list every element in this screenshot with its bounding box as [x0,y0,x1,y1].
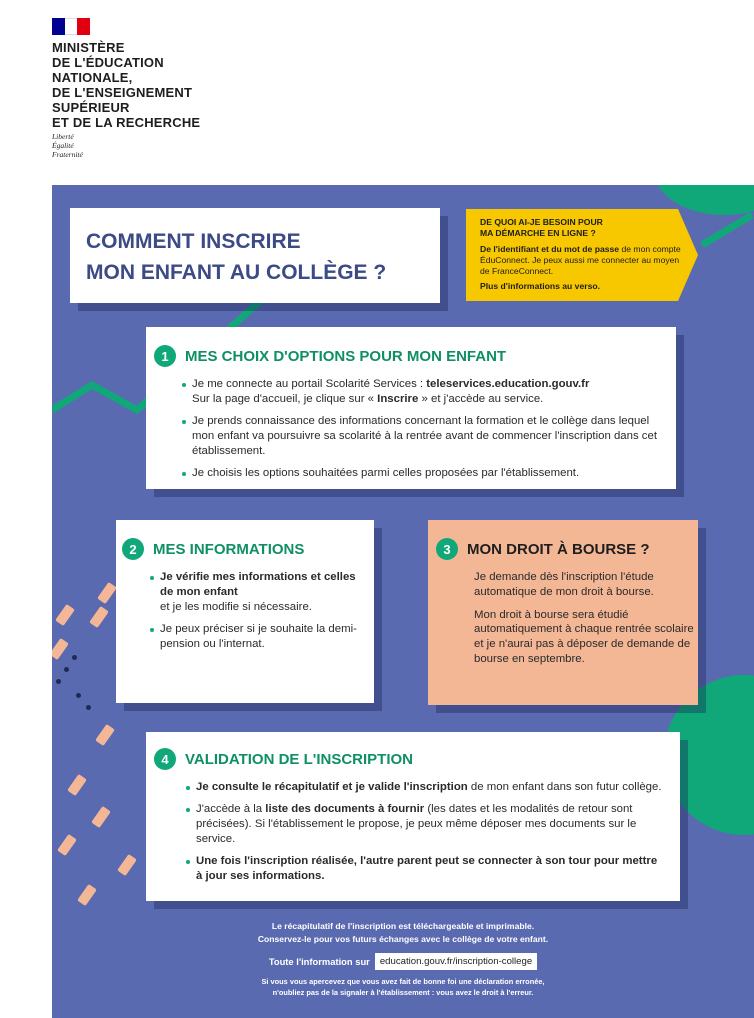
callout-heading: DE QUOI AI-JE BESOIN POUR [480,217,603,227]
list-item [186,780,666,795]
poster [52,185,754,1018]
callout-body-bold: De l'identifiant et du mot de passe [480,243,620,254]
step-number-badge: 4 [154,748,176,770]
section-scholarship [428,520,698,705]
title-card [70,208,440,303]
item-text-bold: Je vérifie mes informations et celles de mon enfant [160,571,356,598]
item-text-bold: Je consulte le récapitulatif et je valide l'inscription [196,781,468,793]
item-text-bold: Inscrire [377,393,419,405]
footer-line: Le récapitulatif de l'inscription est téléchargeable et imprimable. [271,921,535,931]
section-heading [154,345,676,367]
section-heading [122,538,374,560]
decorative-dot [76,693,81,698]
list-item [182,377,662,407]
section-title: VALIDATION DE L'INSCRIPTION [185,750,414,768]
footer-note: Si vous vous apercevez que vous avez fait de bonne foi une déclaration erronée, [261,977,545,986]
decorative-dot [72,655,77,660]
section-heading [154,748,680,770]
item-text: Je me connecte au portail Scolarité Services : [192,378,427,390]
list-item: Je choisis les options souhaitées parmi celles proposées par l'établissement. [182,466,662,481]
ministry-name [52,40,200,130]
section-heading [436,538,698,560]
motto-line: Fraternité [52,150,83,159]
decorative-dot [64,667,69,672]
ministry-line: NATIONALE, [52,70,133,85]
info-website-link[interactable]: education.gouv.fr/inscription-college [375,953,537,970]
footer-line: Conservez-le pour vos futurs échanges avec le collège de votre enfant. [257,933,549,944]
ministry-line: DE L'ENSEIGNEMENT [52,85,193,100]
motto-line: Liberté [52,132,74,141]
section-title: MON DROIT À BOURSE ? [467,540,650,558]
section-title: MES INFORMATIONS [153,540,305,558]
motto-line: Égalité [52,141,74,150]
footer [52,920,754,998]
item-text: Sur la page d'accueil, je clique sur « [192,393,378,405]
section-information [116,520,374,703]
list-item [150,570,360,615]
ministry-line: SUPÉRIEUR [52,100,130,115]
list-item [186,802,666,847]
step-number-badge: 1 [154,345,176,367]
paragraph: Je demande dès l'inscription l'étude automatique de mon droit à bourse. [474,571,654,598]
list-item: Une fois l'inscription réalisée, l'autre parent peut se connecter à son tour pour mettre à jour ses informations. [186,854,666,884]
list-item: Je prends connaissance des informations concernant la formation et le collège dans lequel mon enfant va poursuivre sa scolarité à la rentrée avant de commencer l'inscription dans cet établissement. [182,414,662,459]
requirements-callout [466,209,698,301]
callout-body: de mon compte ÉduConnect. Je peux aussi me connecter au moyen de FranceConnect. [480,243,681,277]
footer-note: n'oubliez pas de la signaler à l'établissement : vous avez le droit à l'erreur. [272,987,534,997]
paragraph: Mon droit à bourse sera étudié automatiquement à chaque rentrée scolaire et je n'aurai pas à déposer de demande de bourse en septembre. [474,608,694,665]
item-text-bold: liste des documents à fournir [265,803,425,815]
item-text: et je les modifie si nécessaire. [160,601,312,613]
decorative-dot [86,705,91,710]
header [0,0,754,185]
footer-info-label: Toute l'information sur [268,956,370,967]
list-item: Je peux préciser si je souhaite la demi-pension ou l'internat. [150,622,360,652]
item-text: (les dates et les modalités de retour sont précisées). Si l'établissement le propose, je peux même déposer mes documents sur le service. [196,803,637,845]
teleservices-link[interactable]: teleservices.education.gouv.fr [426,378,590,390]
callout-heading: MA DÉMARCHE EN LIGNE ? [480,228,596,239]
page-title-line1: COMMENT INSCRIRE [86,230,301,253]
section-options [146,327,676,489]
step-number-badge: 2 [122,538,144,560]
section-validation [146,732,680,901]
ministry-line: MINISTÈRE [52,40,125,55]
callout-more-info: Plus d'informations au verso. [480,281,600,292]
decorative-dot [56,679,61,684]
republic-flag-logo [52,18,90,35]
ministry-line: ET DE LA RECHERCHE [52,115,201,130]
item-text: J'accède à la [196,803,266,815]
motto [52,132,83,159]
page-title-line2: MON ENFANT AU COLLÈGE ? [86,261,387,284]
step-number-badge: 3 [436,538,458,560]
ministry-line: DE L'ÉDUCATION [52,55,164,70]
item-text: de mon enfant dans son futur collège. [467,781,662,793]
item-text: » et j'accède au service. [418,393,544,405]
section-title: MES CHOIX D'OPTIONS POUR MON ENFANT [185,347,507,365]
